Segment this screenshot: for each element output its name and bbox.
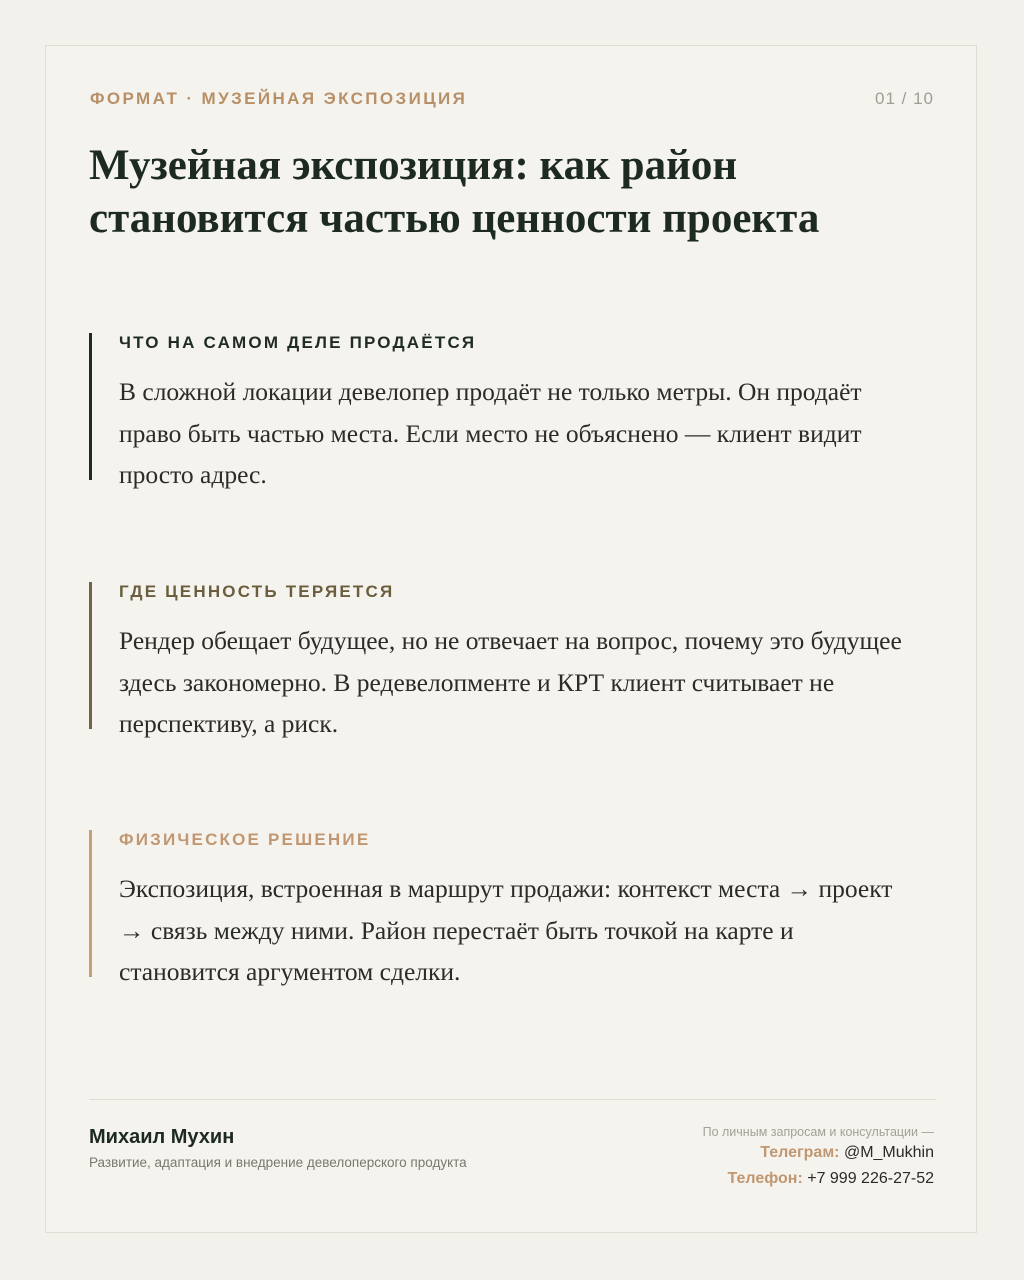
section-heading: ФИЗИЧЕСКОЕ РЕШЕНИЕ	[119, 830, 371, 849]
section-heading: ЧТО НА САМОМ ДЕЛЕ ПРОДАЁТСЯ	[119, 333, 477, 352]
section-body: Экспозиция, встроенная в маршрут продажи: контекст места → проект → связь между ними. Район перестаёт быть точкой на карте и становится аргументом сделки.	[119, 874, 893, 986]
section-body: В сложной локации девелопер продаёт не только метры. Он продаёт право быть частью места. Если место не объяснено — клиент видит просто адрес.	[119, 377, 862, 489]
contacts-block	[703, 1124, 934, 1192]
telegram-handle[interactable]: @M_Mukhin	[843, 1144, 934, 1161]
section-physical-solution	[89, 830, 919, 986]
footer-divider	[89, 1099, 936, 1100]
format-eyebrow: ФОРМАТ · МУЗЕЙНАЯ ЭКСПОЗИЦИЯ	[90, 89, 468, 108]
page-counter: 01 / 10	[875, 89, 934, 108]
author-role: Развитие, адаптация и внедрение девелоперского продукта	[89, 1155, 467, 1170]
telegram-line	[703, 1140, 934, 1166]
section-where-value-lost	[89, 582, 919, 738]
slide-card	[45, 45, 977, 1233]
page-title: Музейная экспозиция: как район становится частью ценности проекта	[89, 142, 820, 242]
phone-line	[703, 1166, 934, 1192]
section-what-is-sold	[89, 333, 919, 489]
telegram-label: Телеграм:	[760, 1144, 840, 1161]
phone-number[interactable]: +7 999 226-27-52	[807, 1170, 934, 1187]
contact-intro: По личным запросам и консультации —	[702, 1125, 934, 1139]
author-name: Михаил Мухин	[89, 1126, 235, 1148]
phone-label: Телефон:	[727, 1170, 803, 1187]
section-heading: ГДЕ ЦЕННОСТЬ ТЕРЯЕТСЯ	[119, 582, 395, 601]
section-body: Рендер обещает будущее, но не отвечает на вопрос, почему это будущее здесь закономерно. В редевелопменте и КРТ клиент считывает не перспективу, а риск.	[119, 626, 902, 738]
